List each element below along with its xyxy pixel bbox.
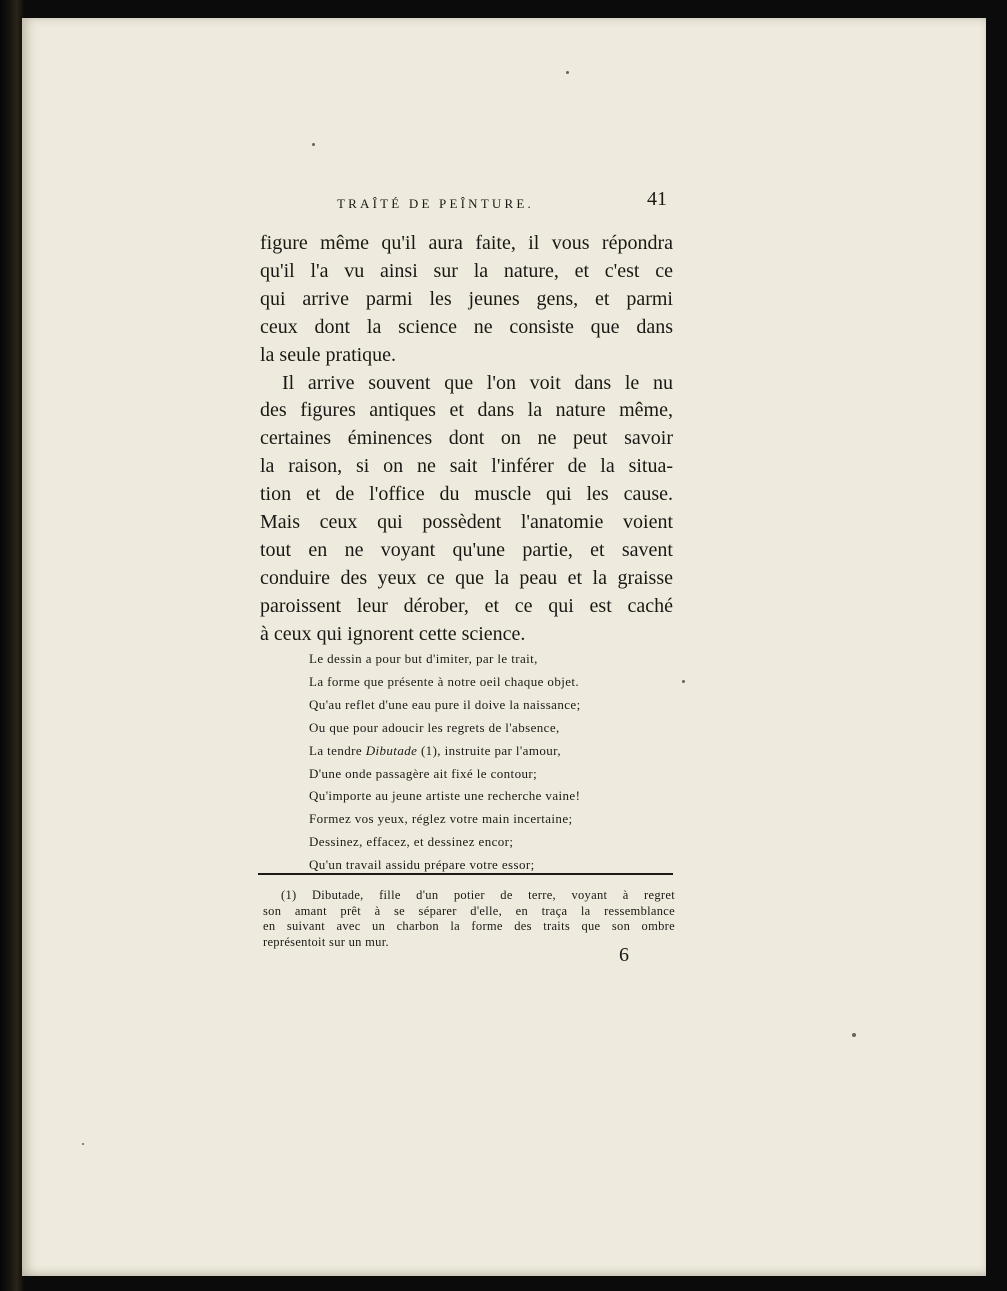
text-line: des figures antiques et dans la nature même, (260, 399, 673, 422)
text-line: figure même qu'il aura faite, il vous répondra (260, 232, 673, 254)
footnote-line: son amant prêt à se séparer d'elle, en traça la ressemblance (263, 903, 675, 918)
poem-verse: La forme que présente à notre oeil chaque objet. (309, 673, 580, 689)
poem-verse: Qu'importe au jeune artiste une recherche vaine! (309, 788, 581, 804)
running-title: TRAÎTÉ DE PEÎNTURE. (337, 196, 534, 211)
text-line: conduire des yeux ce que la peau et la graisse (260, 566, 673, 589)
text-line: tout en ne voyant qu'une partie, et savent (260, 538, 673, 561)
poem-verse: D'une onde passagère ait fixé le contour; (309, 765, 538, 781)
poem-block (309, 648, 669, 877)
paper-speck (82, 1143, 84, 1145)
poem-verse: Qu'un travail assidu prépare votre essor; (309, 857, 535, 873)
body-text (260, 230, 673, 649)
poem-verse: Le dessin a pour but d'imiter, par le trait, (309, 651, 538, 666)
text-line: à ceux qui ignorent cette science. (260, 622, 526, 645)
page-number: 41 (647, 188, 667, 210)
text-line: qui arrive parmi les jeunes gens, et parmi (260, 287, 673, 310)
paper-speck (852, 1033, 856, 1037)
poem-verse: Ou que pour adoucir les regrets de l'absence, (309, 719, 560, 735)
poem-verse: Qu'au reflet d'une eau pure il doive la naissance; (309, 696, 581, 712)
text-line: qu'il l'a vu ainsi sur la nature, et c'est ce (260, 259, 673, 282)
text-line: certaines éminences dont on ne peut savoir (260, 427, 673, 450)
footnote-line: en suivant avec un charbon la forme des traits que son ombre (263, 919, 675, 933)
text-line: la raison, si on ne sait l'inférer de la situa- (260, 455, 673, 478)
text-line: Mais ceux qui possèdent l'anatomie voient (260, 511, 673, 534)
footnote (263, 888, 675, 950)
poem-verse: Formez vos yeux, réglez votre main incertaine; (309, 811, 573, 827)
footnote-line: représentoit sur un mur. (263, 934, 389, 949)
paper-speck (566, 71, 569, 74)
footnote-line: (1) Dibutade, fille d'un potier de terre, voyant à regret (281, 888, 675, 902)
signature-mark: 6 (619, 944, 629, 966)
text-line: Il arrive souvent que l'on voit dans le nu (282, 371, 673, 394)
text-line: paroissent leur dérober, et ce qui est caché (260, 594, 673, 617)
poem-verse: La tendre Dibutade (1), instruite par l'amour, (309, 742, 562, 758)
text-line: la seule pratique. (260, 343, 397, 366)
footnote-divider (258, 873, 673, 875)
text-line: tion et de l'office du muscle qui les cause. (260, 483, 673, 506)
poem-verse: Dessinez, effacez, et dessinez encor; (309, 834, 514, 850)
text-line: ceux dont la science ne consiste que dans (260, 315, 673, 338)
paper-speck (682, 680, 685, 683)
paper-speck (312, 143, 315, 146)
book-spine-edge (0, 0, 24, 1291)
